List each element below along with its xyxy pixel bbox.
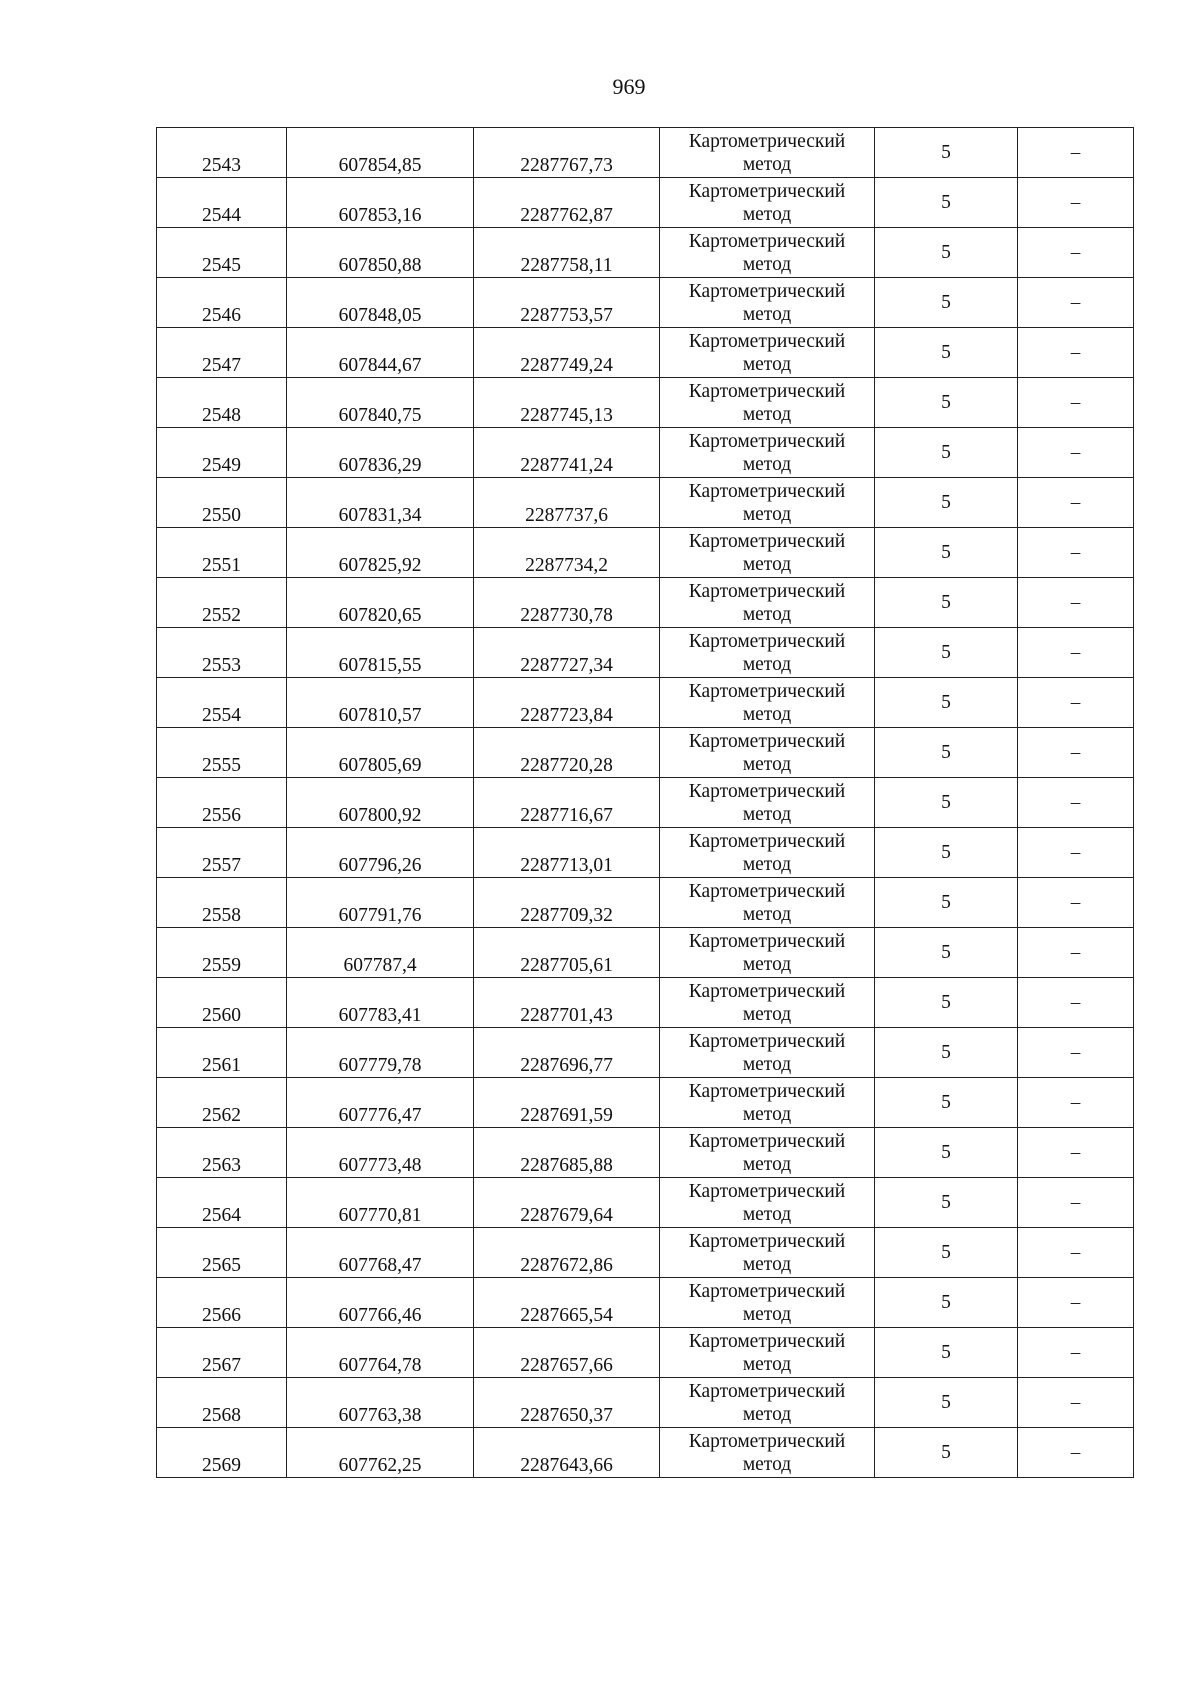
method-line-1: Картометрический [688, 1280, 846, 1302]
method-line-1: Картометрический [688, 1430, 846, 1452]
point-number-cell: 2562 [157, 1078, 287, 1128]
x-coordinate-cell: 607800,92 [287, 778, 474, 828]
method-line-2: метод [742, 1403, 792, 1425]
note-cell: – [1018, 278, 1134, 328]
method-line-1: Картометрический [688, 1380, 846, 1402]
table-row [157, 228, 1134, 278]
note-cell: – [1018, 428, 1134, 478]
table-row [157, 278, 1134, 328]
method-line-1: Картометрический [688, 330, 846, 352]
method-cell [660, 228, 875, 278]
method-cell [660, 778, 875, 828]
table-row [157, 1128, 1134, 1178]
accuracy-cell: 5 [875, 678, 1018, 728]
method-line-1: Картометрический [688, 530, 846, 552]
y-coordinate-cell: 2287657,66 [474, 1328, 660, 1378]
table-row [157, 1278, 1134, 1328]
accuracy-cell: 5 [875, 278, 1018, 328]
y-coordinate-cell: 2287730,78 [474, 578, 660, 628]
method-line-2: метод [742, 953, 792, 975]
x-coordinate-cell: 607766,46 [287, 1278, 474, 1328]
accuracy-cell: 5 [875, 1028, 1018, 1078]
method-line-2: метод [742, 1153, 792, 1175]
y-coordinate-cell: 2287753,57 [474, 278, 660, 328]
note-cell: – [1018, 928, 1134, 978]
method-line-1: Картометрический [688, 1130, 846, 1152]
x-coordinate-cell: 607776,47 [287, 1078, 474, 1128]
y-coordinate-cell: 2287720,28 [474, 728, 660, 778]
note-cell: – [1018, 828, 1134, 878]
method-cell [660, 528, 875, 578]
note-cell: – [1018, 528, 1134, 578]
table-row [157, 528, 1134, 578]
table-row [157, 1378, 1134, 1428]
method-line-2: метод [742, 1003, 792, 1025]
method-line-1: Картометрический [688, 1030, 846, 1052]
y-coordinate-cell: 2287665,54 [474, 1278, 660, 1328]
accuracy-cell: 5 [875, 1428, 1018, 1478]
accuracy-cell: 5 [875, 1178, 1018, 1228]
table-row [157, 428, 1134, 478]
accuracy-cell: 5 [875, 978, 1018, 1028]
method-cell [660, 1178, 875, 1228]
y-coordinate-cell: 2287716,67 [474, 778, 660, 828]
x-coordinate-cell: 607810,57 [287, 678, 474, 728]
y-coordinate-cell: 2287696,77 [474, 1028, 660, 1078]
method-line-2: метод [742, 753, 792, 775]
accuracy-cell: 5 [875, 1128, 1018, 1178]
table-row [157, 728, 1134, 778]
table-row [157, 378, 1134, 428]
x-coordinate-cell: 607840,75 [287, 378, 474, 428]
table-row [157, 1428, 1134, 1478]
method-line-1: Картометрический [688, 980, 846, 1002]
method-cell [660, 428, 875, 478]
accuracy-cell: 5 [875, 128, 1018, 178]
method-cell [660, 1278, 875, 1328]
method-line-2: метод [742, 403, 792, 425]
method-cell [660, 728, 875, 778]
note-cell: – [1018, 628, 1134, 678]
method-line-1: Картометрический [688, 880, 846, 902]
accuracy-cell: 5 [875, 428, 1018, 478]
point-number-cell: 2567 [157, 1328, 287, 1378]
point-number-cell: 2557 [157, 828, 287, 878]
method-line-1: Картометрический [688, 830, 846, 852]
method-line-1: Картометрический [688, 1180, 846, 1202]
method-cell [660, 978, 875, 1028]
x-coordinate-cell: 607770,81 [287, 1178, 474, 1228]
y-coordinate-cell: 2287650,37 [474, 1378, 660, 1428]
point-number-cell: 2549 [157, 428, 287, 478]
method-cell [660, 678, 875, 728]
point-number-cell: 2547 [157, 328, 287, 378]
method-line-1: Картометрический [688, 430, 846, 452]
table-row [157, 1078, 1134, 1128]
x-coordinate-cell: 607791,76 [287, 878, 474, 928]
note-cell: – [1018, 378, 1134, 428]
point-number-cell: 2556 [157, 778, 287, 828]
point-number-cell: 2560 [157, 978, 287, 1028]
x-coordinate-cell: 607762,25 [287, 1428, 474, 1478]
method-line-2: метод [742, 1053, 792, 1075]
method-cell [660, 1228, 875, 1278]
x-coordinate-cell: 607850,88 [287, 228, 474, 278]
method-cell [660, 478, 875, 528]
method-line-2: метод [742, 1253, 792, 1275]
x-coordinate-cell: 607844,67 [287, 328, 474, 378]
accuracy-cell: 5 [875, 378, 1018, 428]
x-coordinate-cell: 607831,34 [287, 478, 474, 528]
table-row [157, 1178, 1134, 1228]
x-coordinate-cell: 607820,65 [287, 578, 474, 628]
method-line-2: метод [742, 903, 792, 925]
method-cell [660, 1328, 875, 1378]
table-row [157, 578, 1134, 628]
method-line-1: Картометрический [688, 280, 846, 302]
y-coordinate-cell: 2287713,01 [474, 828, 660, 878]
method-line-2: метод [742, 153, 792, 175]
method-cell [660, 1078, 875, 1128]
method-cell [660, 1428, 875, 1478]
point-number-cell: 2544 [157, 178, 287, 228]
accuracy-cell: 5 [875, 328, 1018, 378]
y-coordinate-cell: 2287737,6 [474, 478, 660, 528]
coordinates-table [156, 127, 1134, 1478]
method-line-2: метод [742, 853, 792, 875]
accuracy-cell: 5 [875, 1278, 1018, 1328]
point-number-cell: 2545 [157, 228, 287, 278]
accuracy-cell: 5 [875, 878, 1018, 928]
method-line-1: Картометрический [688, 780, 846, 802]
accuracy-cell: 5 [875, 778, 1018, 828]
y-coordinate-cell: 2287672,86 [474, 1228, 660, 1278]
note-cell: – [1018, 128, 1134, 178]
y-coordinate-cell: 2287762,87 [474, 178, 660, 228]
accuracy-cell: 5 [875, 928, 1018, 978]
note-cell: – [1018, 1278, 1134, 1328]
method-cell [660, 278, 875, 328]
method-line-2: метод [742, 553, 792, 575]
y-coordinate-cell: 2287727,34 [474, 628, 660, 678]
method-line-2: метод [742, 1203, 792, 1225]
method-line-1: Картометрический [688, 1330, 846, 1352]
point-number-cell: 2548 [157, 378, 287, 428]
x-coordinate-cell: 607815,55 [287, 628, 474, 678]
x-coordinate-cell: 607805,69 [287, 728, 474, 778]
table-row [157, 778, 1134, 828]
method-line-1: Картометрический [688, 930, 846, 952]
method-line-1: Картометрический [688, 380, 846, 402]
method-cell [660, 928, 875, 978]
note-cell: – [1018, 1228, 1134, 1278]
y-coordinate-cell: 2287741,24 [474, 428, 660, 478]
accuracy-cell: 5 [875, 228, 1018, 278]
point-number-cell: 2566 [157, 1278, 287, 1328]
note-cell: – [1018, 1328, 1134, 1378]
method-line-1: Картометрический [688, 580, 846, 602]
accuracy-cell: 5 [875, 828, 1018, 878]
accuracy-cell: 5 [875, 1078, 1018, 1128]
x-coordinate-cell: 607773,48 [287, 1128, 474, 1178]
method-line-2: метод [742, 1303, 792, 1325]
y-coordinate-cell: 2287723,84 [474, 678, 660, 728]
x-coordinate-cell: 607836,29 [287, 428, 474, 478]
method-cell [660, 828, 875, 878]
table-row [157, 328, 1134, 378]
point-number-cell: 2546 [157, 278, 287, 328]
page-number: 969 [612, 74, 646, 99]
x-coordinate-cell: 607763,38 [287, 1378, 474, 1428]
table-row [157, 128, 1134, 178]
method-line-2: метод [742, 253, 792, 275]
method-cell [660, 378, 875, 428]
x-coordinate-cell: 607783,41 [287, 978, 474, 1028]
y-coordinate-cell: 2287709,32 [474, 878, 660, 928]
table-row [157, 628, 1134, 678]
table-row [157, 1028, 1134, 1078]
note-cell: – [1018, 678, 1134, 728]
y-coordinate-cell: 2287758,11 [474, 228, 660, 278]
table-row [157, 978, 1134, 1028]
point-number-cell: 2564 [157, 1178, 287, 1228]
note-cell: – [1018, 1178, 1134, 1228]
method-cell [660, 1378, 875, 1428]
x-coordinate-cell: 607764,78 [287, 1328, 474, 1378]
method-cell [660, 628, 875, 678]
point-number-cell: 2569 [157, 1428, 287, 1478]
point-number-cell: 2568 [157, 1378, 287, 1428]
table-row [157, 1228, 1134, 1278]
note-cell: – [1018, 1428, 1134, 1478]
table-row [157, 828, 1134, 878]
y-coordinate-cell: 2287734,2 [474, 528, 660, 578]
method-line-2: метод [742, 1103, 792, 1125]
accuracy-cell: 5 [875, 728, 1018, 778]
method-line-2: метод [742, 453, 792, 475]
method-cell [660, 878, 875, 928]
method-line-2: метод [742, 203, 792, 225]
method-cell [660, 128, 875, 178]
note-cell: – [1018, 178, 1134, 228]
method-line-2: метод [742, 1353, 792, 1375]
method-line-2: метод [742, 653, 792, 675]
method-line-1: Картометрический [688, 480, 846, 502]
method-line-2: метод [742, 803, 792, 825]
method-line-2: метод [742, 303, 792, 325]
accuracy-cell: 5 [875, 528, 1018, 578]
table-row [157, 878, 1134, 928]
accuracy-cell: 5 [875, 1228, 1018, 1278]
method-line-2: метод [742, 603, 792, 625]
x-coordinate-cell: 607853,16 [287, 178, 474, 228]
accuracy-cell: 5 [875, 628, 1018, 678]
method-line-2: метод [742, 703, 792, 725]
method-line-2: метод [742, 1453, 792, 1475]
x-coordinate-cell: 607768,47 [287, 1228, 474, 1278]
method-line-2: метод [742, 503, 792, 525]
note-cell: – [1018, 328, 1134, 378]
method-cell [660, 1128, 875, 1178]
point-number-cell: 2543 [157, 128, 287, 178]
accuracy-cell: 5 [875, 578, 1018, 628]
y-coordinate-cell: 2287685,88 [474, 1128, 660, 1178]
table-row [157, 1328, 1134, 1378]
note-cell: – [1018, 778, 1134, 828]
point-number-cell: 2565 [157, 1228, 287, 1278]
x-coordinate-cell: 607848,05 [287, 278, 474, 328]
note-cell: – [1018, 1378, 1134, 1428]
x-coordinate-cell: 607779,78 [287, 1028, 474, 1078]
point-number-cell: 2559 [157, 928, 287, 978]
note-cell: – [1018, 978, 1134, 1028]
y-coordinate-cell: 2287745,13 [474, 378, 660, 428]
table-body [157, 128, 1134, 1478]
method-line-1: Картометрический [688, 630, 846, 652]
accuracy-cell: 5 [875, 178, 1018, 228]
y-coordinate-cell: 2287643,66 [474, 1428, 660, 1478]
table-row [157, 928, 1134, 978]
x-coordinate-cell: 607825,92 [287, 528, 474, 578]
accuracy-cell: 5 [875, 478, 1018, 528]
y-coordinate-cell: 2287691,59 [474, 1078, 660, 1128]
point-number-cell: 2555 [157, 728, 287, 778]
point-number-cell: 2551 [157, 528, 287, 578]
note-cell: – [1018, 478, 1134, 528]
method-line-2: метод [742, 353, 792, 375]
x-coordinate-cell: 607796,26 [287, 828, 474, 878]
table-row [157, 178, 1134, 228]
method-line-1: Картометрический [688, 1080, 846, 1102]
x-coordinate-cell: 607854,85 [287, 128, 474, 178]
y-coordinate-cell: 2287705,61 [474, 928, 660, 978]
note-cell: – [1018, 878, 1134, 928]
x-coordinate-cell: 607787,4 [287, 928, 474, 978]
note-cell: – [1018, 1078, 1134, 1128]
method-line-1: Картометрический [688, 180, 846, 202]
point-number-cell: 2561 [157, 1028, 287, 1078]
point-number-cell: 2550 [157, 478, 287, 528]
method-cell [660, 328, 875, 378]
point-number-cell: 2553 [157, 628, 287, 678]
method-line-1: Картометрический [688, 680, 846, 702]
y-coordinate-cell: 2287679,64 [474, 1178, 660, 1228]
method-cell [660, 1028, 875, 1078]
method-cell [660, 578, 875, 628]
note-cell: – [1018, 1128, 1134, 1178]
note-cell: – [1018, 728, 1134, 778]
accuracy-cell: 5 [875, 1328, 1018, 1378]
note-cell: – [1018, 1028, 1134, 1078]
point-number-cell: 2558 [157, 878, 287, 928]
table-row [157, 678, 1134, 728]
method-line-1: Картометрический [688, 130, 846, 152]
note-cell: – [1018, 578, 1134, 628]
y-coordinate-cell: 2287767,73 [474, 128, 660, 178]
method-line-1: Картометрический [688, 1230, 846, 1252]
y-coordinate-cell: 2287749,24 [474, 328, 660, 378]
point-number-cell: 2552 [157, 578, 287, 628]
table-row [157, 478, 1134, 528]
method-line-1: Картометрический [688, 730, 846, 752]
note-cell: – [1018, 228, 1134, 278]
point-number-cell: 2554 [157, 678, 287, 728]
method-cell [660, 178, 875, 228]
accuracy-cell: 5 [875, 1378, 1018, 1428]
point-number-cell: 2563 [157, 1128, 287, 1178]
y-coordinate-cell: 2287701,43 [474, 978, 660, 1028]
method-line-1: Картометрический [688, 230, 846, 252]
